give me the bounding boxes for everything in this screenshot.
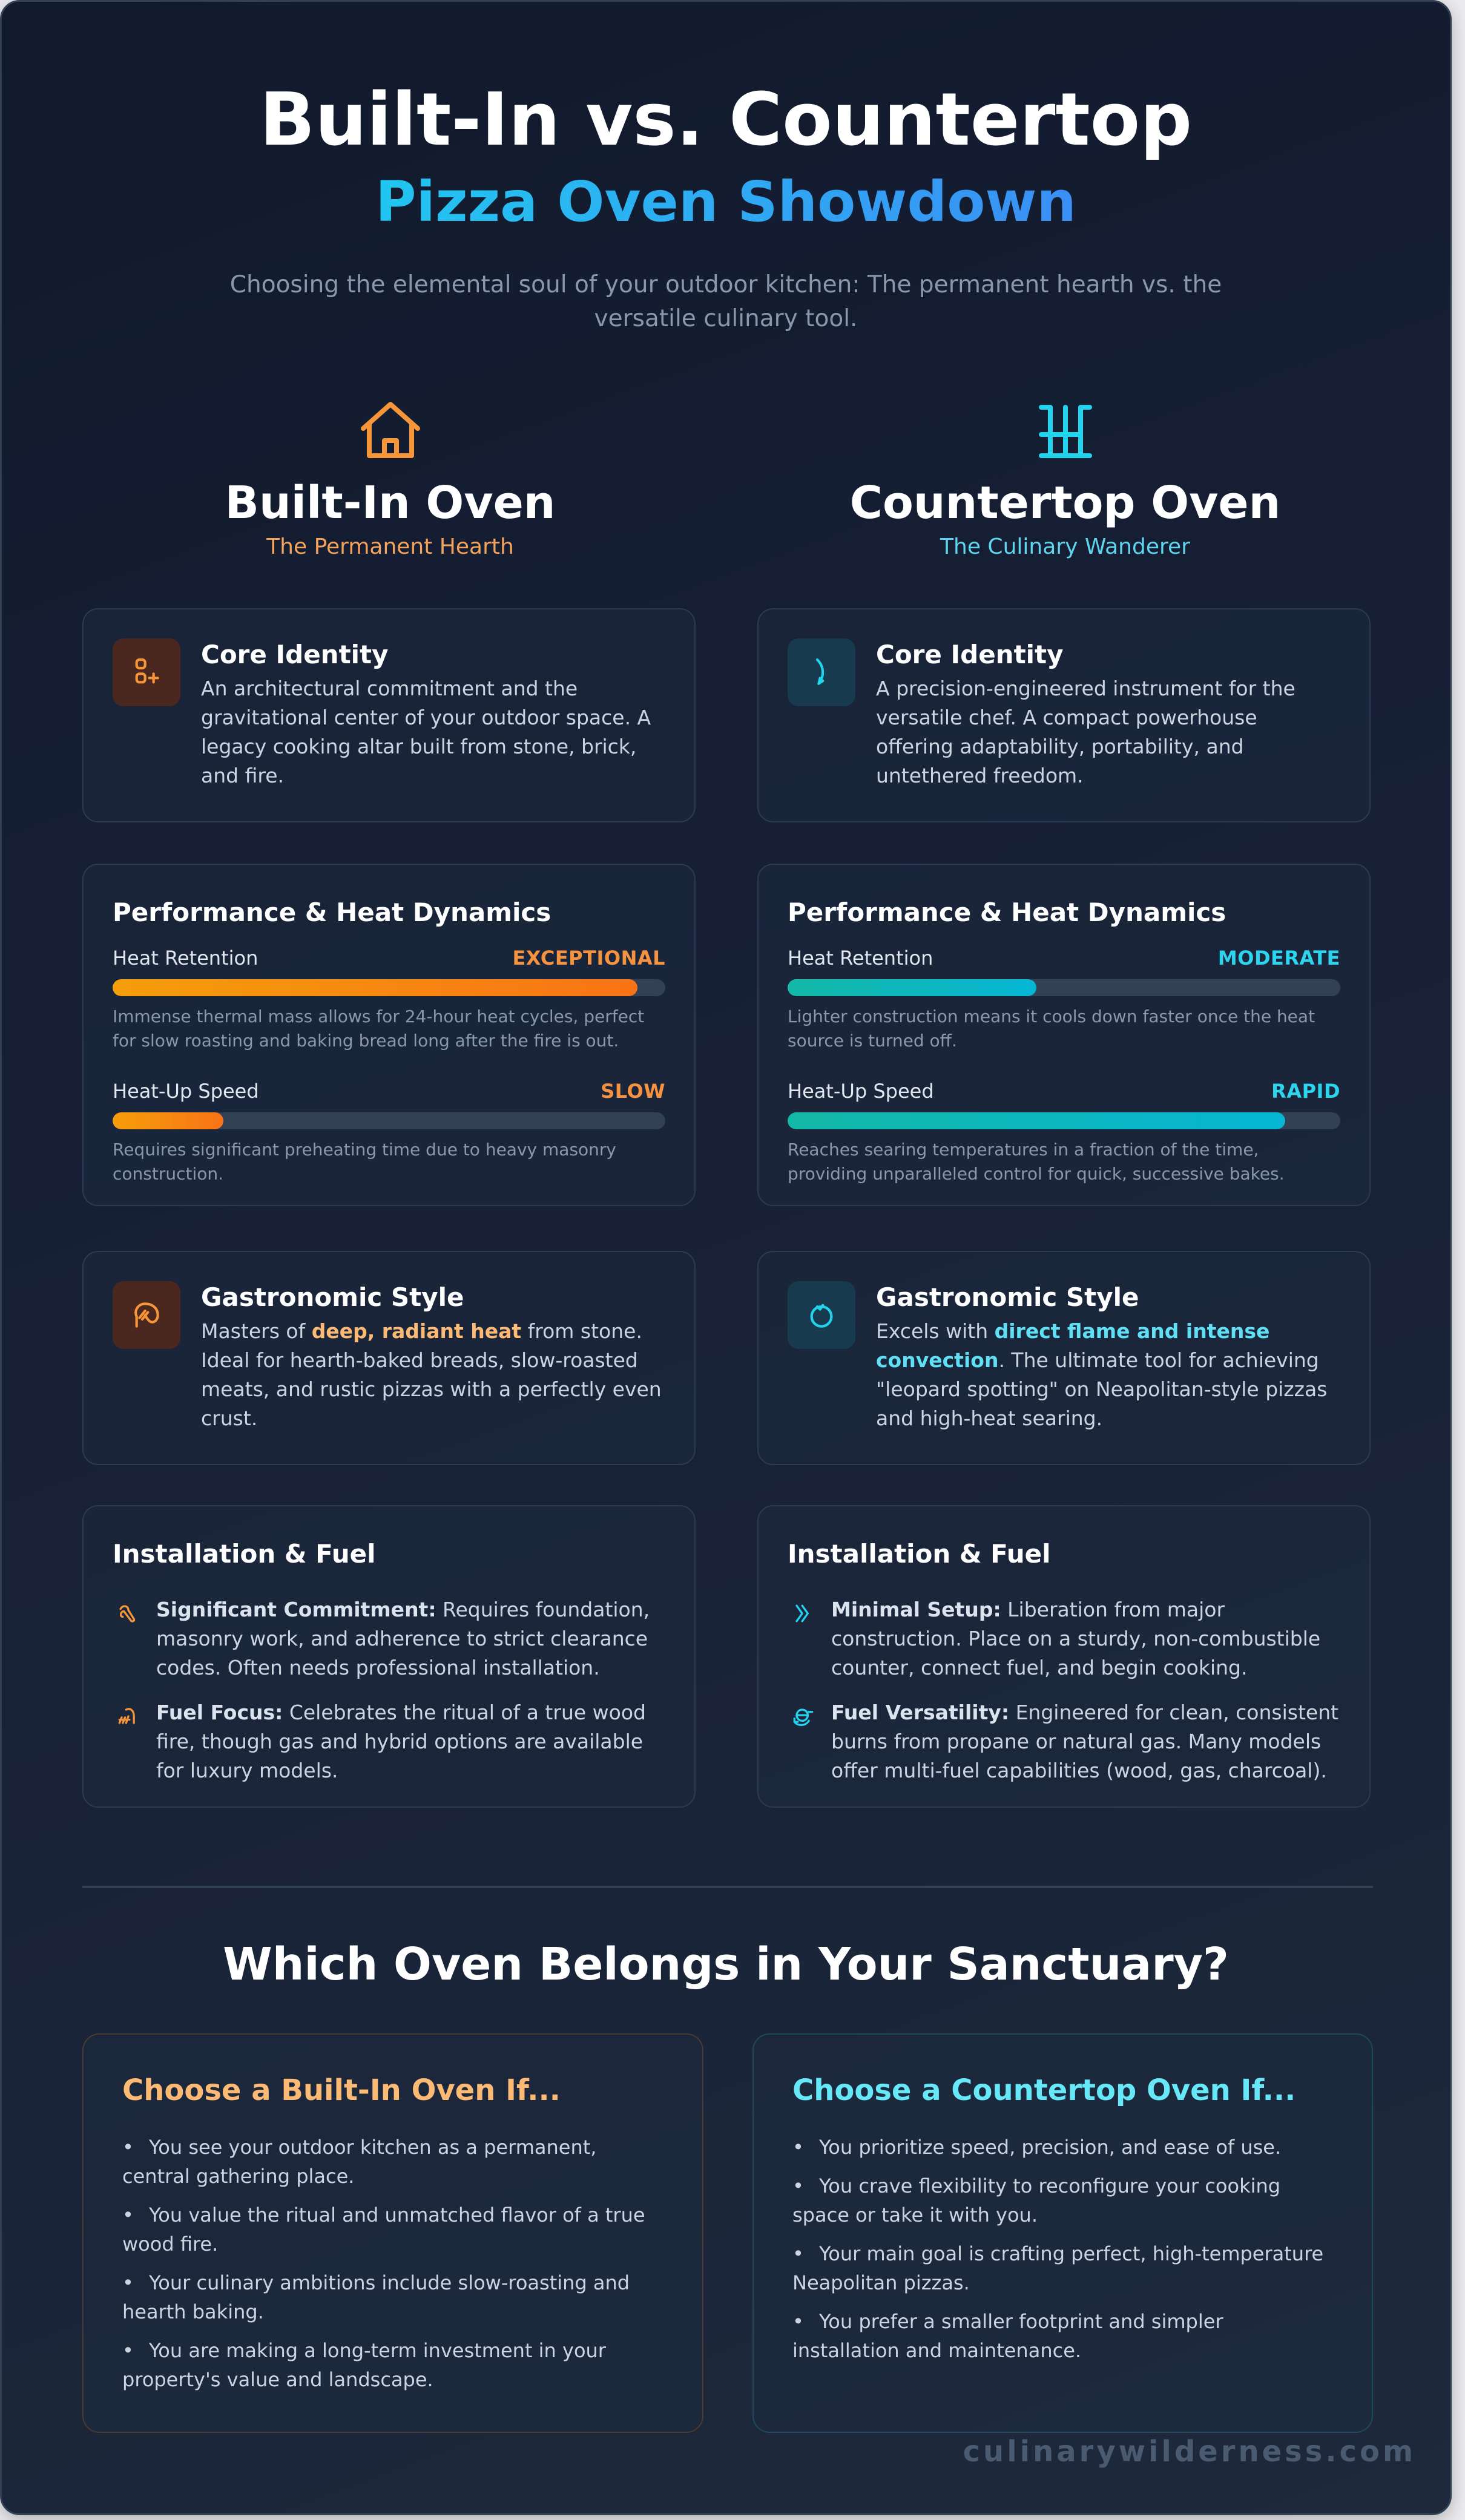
- double-chevron-icon: [788, 1595, 819, 1627]
- bread-icon: [113, 1281, 180, 1349]
- metric-description: Lighter construction means it cools down faster once the heat source is turned off.: [788, 1006, 1315, 1051]
- list-item: • You crave flexibility to reconfigure your cooking space or take it with you.: [792, 2174, 1281, 2226]
- countertop-style-card: [757, 1251, 1371, 1465]
- feather-icon: [788, 638, 855, 706]
- metric-rating: EXCEPTIONAL: [512, 946, 665, 970]
- card-text: An architectural commitment and the gravitational center of your outdoor space. A legacy cooking altar built from stone, brick, and fire.: [201, 676, 651, 787]
- list-item: • Your main goal is crafting perfect, high-temperature Neapolitan pizzas.: [792, 2242, 1324, 2294]
- metric-label: Heat Retention: [113, 946, 258, 970]
- progress-fill: [788, 979, 1036, 996]
- list-item: • You prefer a smaller footprint and simpler installation and maintenance.: [792, 2309, 1223, 2362]
- choose-countertop-list: [792, 2133, 1333, 2365]
- progress-track: [788, 1112, 1340, 1129]
- installation-item: Minimal Setup: Liberation from major construction. Place on a sturdy, non-combustible counter, connect fuel, and begin cooking.: [788, 1595, 1340, 1682]
- card-title: Core Identity: [876, 640, 1064, 669]
- metric-description: Immense thermal mass allows for 24-hour heat cycles, perfect for slow roasting and baking bread long after the fire is out.: [113, 1006, 645, 1051]
- installation-item: Significant Commitment: Requires foundation, masonry work, and adherence to strict clearance codes. Often needs professional installation.: [113, 1595, 665, 1682]
- highlight-text: deep, radiant heat: [311, 1319, 522, 1343]
- heat-up-speed-metric: [788, 1080, 1340, 1186]
- user-plus-icon: [113, 638, 180, 706]
- progress-track: [788, 979, 1340, 996]
- list-item: • You see your outdoor kitchen as a permanent, central gathering place.: [122, 2135, 597, 2188]
- builtin-installation-card: [82, 1505, 696, 1808]
- installation-item: Fuel Versatility: Engineered for clean, consistent burns from propane or natural gas. Many models offer multi-fuel capabilities (wood, gas, charcoal).: [788, 1698, 1340, 1785]
- choose-builtin-card: [82, 2033, 703, 2433]
- card-title: Core Identity: [201, 640, 389, 669]
- card-title: Installation & Fuel: [788, 1539, 1051, 1569]
- builtin-column-header: [82, 395, 698, 560]
- metric-label: Heat Retention: [788, 946, 933, 970]
- builtin-performance-card: [82, 864, 696, 1206]
- metric-label: Heat-Up Speed: [113, 1079, 259, 1103]
- tomato-icon: [788, 1281, 855, 1349]
- choose-countertop-card: [752, 2033, 1373, 2433]
- page-subtitle: Pizza Oven Showdown: [375, 169, 1076, 234]
- countertop-core-identity-card: [757, 608, 1371, 822]
- card-title: Performance & Heat Dynamics: [788, 897, 1226, 927]
- metric-rating: SLOW: [601, 1079, 665, 1103]
- item-label: Minimal Setup:: [831, 1597, 1001, 1621]
- card-text: Masters of deep, radiant heat from stone. Ideal for hearth-baked breads, slow-roasted meats, and rustic pizzas with a perfectly even crust.: [201, 1319, 662, 1430]
- card-text: A precision-engineered instrument for the versatile chef. A compact powerhouse offering adaptability, portability, and untethered freedom.: [876, 676, 1295, 787]
- countertop-performance-card: [757, 864, 1371, 1206]
- heat-retention-metric: [788, 947, 1340, 1053]
- house-icon: [354, 395, 427, 468]
- list-item: • Your culinary ambitions include slow-roasting and hearth baking.: [122, 2271, 630, 2323]
- progress-track: [113, 979, 665, 996]
- progress-track: [113, 1112, 665, 1129]
- countertop-title: Countertop Oven: [849, 477, 1281, 529]
- heat-up-speed-metric: [113, 1080, 665, 1186]
- card-title: Gastronomic Style: [201, 1282, 464, 1312]
- section-divider: [82, 1886, 1373, 1888]
- fuel-swap-icon: [788, 1698, 819, 1730]
- list-item: • You value the ritual and unmatched flavor of a true wood fire.: [122, 2203, 645, 2256]
- item-label: Significant Commitment:: [156, 1597, 436, 1621]
- countertop-column-header: [757, 395, 1373, 560]
- metric-description: Requires significant preheating time due to heavy masonry construction.: [113, 1139, 616, 1184]
- card-title: Gastronomic Style: [876, 1282, 1139, 1312]
- progress-fill: [113, 979, 637, 996]
- page-description: Choosing the elemental soul of your outdoor kitchen: The permanent hearth vs. the versatile culinary tool.: [229, 271, 1222, 332]
- metric-rating: RAPID: [1271, 1079, 1340, 1103]
- countertop-installation-card: [757, 1505, 1371, 1808]
- choose-builtin-list: [122, 2133, 663, 2394]
- verdict-title: Which Oven Belongs in Your Sanctuary?: [223, 1938, 1229, 1990]
- metric-rating: MODERATE: [1217, 946, 1340, 970]
- progress-fill: [113, 1112, 223, 1129]
- page-title: Built-In vs. Countertop: [259, 78, 1193, 162]
- countertop-tagline: The Culinary Wanderer: [940, 534, 1190, 560]
- highlight-text: direct flame and intense convection: [876, 1319, 1270, 1372]
- metric-label: Heat-Up Speed: [788, 1079, 934, 1103]
- card-text: Excels with direct flame and intense convection. The ultimate tool for achieving "leopard spotting" on Neapolitan-style pizzas and high-heat searing.: [876, 1319, 1328, 1430]
- choose-builtin-title: Choose a Built-In Oven If...: [122, 2073, 561, 2107]
- item-label: Fuel Versatility:: [831, 1700, 1010, 1724]
- grill-icon: [1029, 395, 1102, 468]
- item-label: Fuel Focus:: [156, 1700, 283, 1724]
- commitment-icon: [113, 1595, 144, 1627]
- builtin-title: Built-In Oven: [225, 477, 556, 529]
- choose-countertop-title: Choose a Countertop Oven If...: [792, 2073, 1296, 2107]
- installation-item: Fuel Focus: Celebrates the ritual of a true wood fire, though gas and hybrid options are available for luxury models.: [113, 1698, 665, 1785]
- heat-retention-metric: [113, 947, 665, 1053]
- builtin-tagline: The Permanent Hearth: [266, 534, 514, 560]
- wood-fire-icon: [113, 1698, 144, 1730]
- builtin-style-card: [82, 1251, 696, 1465]
- footer-brand: culinarywilderness.com: [963, 2435, 1416, 2469]
- metric-description: Reaches searing temperatures in a fraction of the time, providing unparalleled control for quick, successive bakes.: [788, 1139, 1285, 1184]
- list-item: • You are making a long-term investment in your property's value and landscape.: [122, 2338, 606, 2391]
- builtin-core-identity-card: [82, 608, 696, 822]
- card-title: Installation & Fuel: [113, 1539, 376, 1569]
- list-item: • You prioritize speed, precision, and ease of use.: [792, 2135, 1282, 2159]
- progress-fill: [788, 1112, 1285, 1129]
- card-title: Performance & Heat Dynamics: [113, 897, 551, 927]
